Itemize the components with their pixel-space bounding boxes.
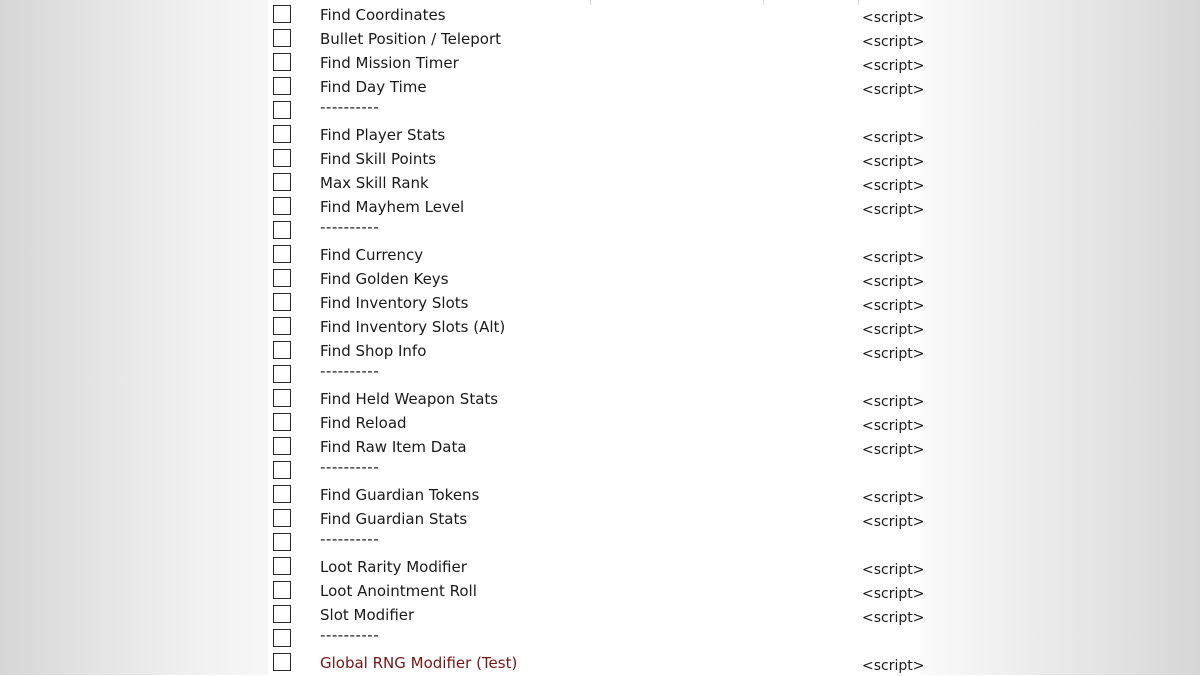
active-checkbox[interactable] [273, 341, 291, 359]
table-row[interactable] [268, 579, 925, 603]
active-checkbox[interactable] [273, 629, 291, 647]
active-checkbox[interactable] [273, 461, 291, 479]
table-row[interactable] [268, 147, 925, 171]
entry-description: Loot Rarity Modifier [320, 558, 467, 576]
table-row[interactable] [268, 531, 920, 555]
entry-description: Find Mission Timer [320, 54, 459, 72]
table-row[interactable] [268, 123, 925, 147]
entry-value: <script> [862, 154, 925, 170]
entry-description: Find Inventory Slots [320, 294, 469, 312]
entry-description: ---------- [320, 626, 380, 644]
entry-description: Find Currency [320, 246, 424, 264]
active-checkbox[interactable] [273, 101, 291, 119]
entry-value: <script> [862, 490, 925, 506]
entry-value: <script> [862, 58, 925, 74]
table-row[interactable] [268, 507, 925, 531]
entry-description: Global RNG Modifier (Test) [320, 654, 518, 672]
entry-description: ---------- [320, 362, 380, 380]
table-row[interactable] [268, 363, 920, 387]
table-row[interactable] [268, 627, 920, 651]
entry-value: <script> [862, 130, 925, 146]
active-checkbox[interactable] [273, 365, 291, 383]
entry-value: <script> [862, 250, 925, 266]
entry-description: Bullet Position / Teleport [320, 30, 501, 48]
entry-description: ---------- [320, 530, 380, 548]
table-row[interactable] [268, 27, 925, 51]
active-checkbox[interactable] [273, 173, 291, 191]
entry-value: <script> [862, 562, 925, 578]
entry-description: Loot Anointment Roll [320, 582, 477, 600]
active-checkbox[interactable] [273, 125, 291, 143]
table-row[interactable] [268, 459, 920, 483]
entry-description: Find Guardian Stats [320, 510, 468, 528]
entry-value: <script> [862, 586, 925, 602]
entry-description: Find Coordinates [320, 6, 446, 24]
entry-description: Find Shop Info [320, 342, 427, 360]
background-left [0, 0, 268, 675]
active-checkbox[interactable] [273, 245, 291, 263]
table-row[interactable] [268, 291, 925, 315]
active-checkbox[interactable] [273, 413, 291, 431]
active-checkbox[interactable] [273, 293, 291, 311]
table-row[interactable] [268, 315, 925, 339]
entry-value: <script> [862, 514, 925, 530]
entry-description: Find Raw Item Data [320, 438, 467, 456]
active-checkbox[interactable] [273, 197, 291, 215]
entry-description: Find Mayhem Level [320, 198, 465, 216]
cheat-table-list [268, 0, 925, 675]
active-checkbox[interactable] [273, 389, 291, 407]
active-checkbox[interactable] [273, 5, 291, 23]
entry-value: <script> [862, 346, 925, 362]
entry-value: <script> [862, 298, 925, 314]
background-right [920, 0, 1200, 675]
entry-description: ---------- [320, 458, 380, 476]
table-row[interactable] [268, 75, 925, 99]
table-row[interactable] [268, 195, 925, 219]
table-row[interactable] [268, 51, 925, 75]
table-row[interactable] [268, 99, 920, 123]
active-checkbox[interactable] [273, 653, 291, 671]
table-row[interactable] [268, 603, 925, 627]
active-checkbox[interactable] [273, 557, 291, 575]
active-checkbox[interactable] [273, 269, 291, 287]
entry-value: <script> [862, 82, 925, 98]
active-checkbox[interactable] [273, 29, 291, 47]
active-checkbox[interactable] [273, 77, 291, 95]
entry-value: <script> [862, 394, 925, 410]
entry-description: Max Skill Rank [320, 174, 429, 192]
table-rows [268, 3, 925, 675]
entry-description: ---------- [320, 218, 380, 236]
active-checkbox[interactable] [273, 317, 291, 335]
table-row[interactable] [268, 651, 925, 675]
table-row[interactable] [268, 483, 925, 507]
table-row[interactable] [268, 219, 920, 243]
entry-description: Slot Modifier [320, 606, 415, 624]
entry-description: Find Day Time [320, 78, 427, 96]
entry-description: Find Skill Points [320, 150, 437, 168]
entry-value: <script> [862, 658, 925, 674]
entry-value: <script> [862, 178, 925, 194]
entry-description: Find Reload [320, 414, 407, 432]
table-row[interactable] [268, 435, 925, 459]
table-row[interactable] [268, 267, 925, 291]
entry-value: <script> [862, 322, 925, 338]
table-row[interactable] [268, 243, 925, 267]
entry-description: Find Inventory Slots (Alt) [320, 318, 506, 336]
table-row[interactable] [268, 171, 925, 195]
active-checkbox[interactable] [273, 53, 291, 71]
entry-value: <script> [862, 34, 925, 50]
entry-description: Find Player Stats [320, 126, 446, 144]
entry-description: Find Golden Keys [320, 270, 449, 288]
active-checkbox[interactable] [273, 221, 291, 239]
table-row[interactable] [268, 339, 925, 363]
entry-value: <script> [862, 418, 925, 434]
active-checkbox[interactable] [273, 533, 291, 551]
table-row[interactable] [268, 411, 925, 435]
active-checkbox[interactable] [273, 485, 291, 503]
entry-value: <script> [862, 202, 925, 218]
active-checkbox[interactable] [273, 581, 291, 599]
entry-description: Find Held Weapon Stats [320, 390, 499, 408]
active-checkbox[interactable] [273, 437, 291, 455]
entry-value: <script> [862, 442, 925, 458]
entry-value: <script> [862, 10, 925, 26]
table-row[interactable] [268, 555, 925, 579]
table-row[interactable] [268, 3, 925, 27]
table-row[interactable] [268, 387, 925, 411]
active-checkbox[interactable] [273, 509, 291, 527]
active-checkbox[interactable] [273, 149, 291, 167]
entry-value: <script> [862, 610, 925, 626]
active-checkbox[interactable] [273, 605, 291, 623]
entry-description: ---------- [320, 98, 380, 116]
entry-value: <script> [862, 274, 925, 290]
entry-description: Find Guardian Tokens [320, 486, 480, 504]
